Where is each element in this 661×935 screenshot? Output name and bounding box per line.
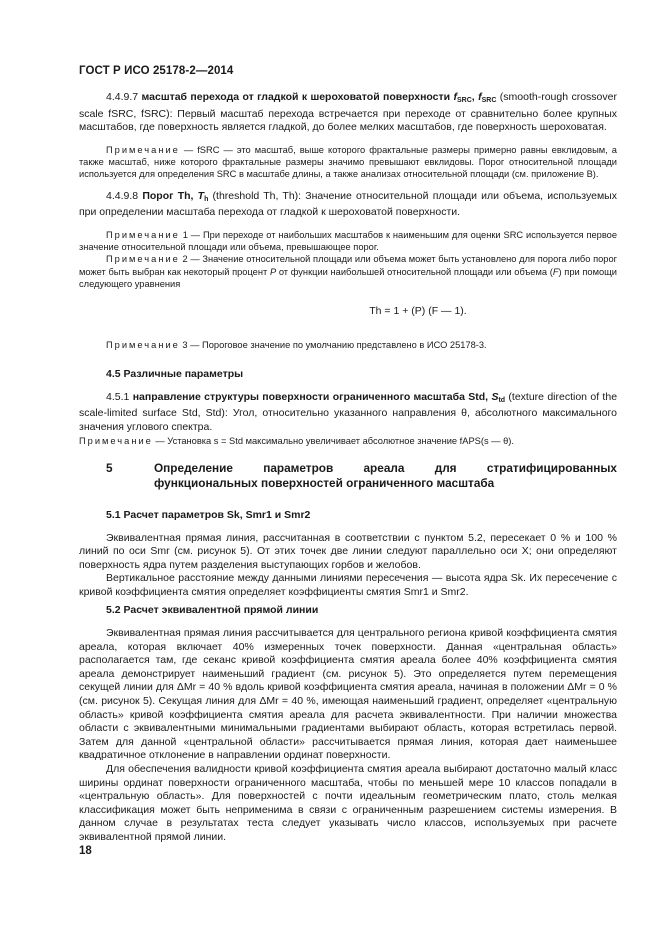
section-5-1-para-2: Вертикальное расстояние между данными линиями пересечения — высота ядра Sk. Их пересечение с кривой коэффициента смятия определяет коэффициенты смятия Smr1 и Smr2. bbox=[79, 572, 617, 598]
document-header: ГОСТ Р ИСО 25178-2—2014 bbox=[79, 65, 234, 77]
section-5-1-heading: 5.1 Расчет параметров Sk, Smr1 и Smr2 bbox=[106, 508, 311, 521]
page-number: 18 bbox=[79, 845, 92, 857]
term-symbol: f bbox=[453, 91, 458, 103]
note-number: 1 bbox=[182, 229, 188, 240]
note-label: Примечание bbox=[106, 144, 180, 155]
note-std bbox=[79, 435, 617, 447]
term-symbol-sub: SRC bbox=[457, 97, 472, 104]
term-definition: (smooth-rough crossover scale fSRC, fSRC): Первый масштаб перехода встречается при переходе от сравнительно более крупных масштабов, где поверхность является гладкой, до более мелких масштабов, где поверхность шероховатая. bbox=[79, 91, 617, 134]
section-4-5-heading: 4.5 Различные параметры bbox=[106, 368, 244, 381]
note-text: — fSRC — это масштаб, выше которого фрактальные размеры примерно равны евклидовым, а также масштаб, ниже которого фрактальные размеры значимо превышают евклидовы. Порог относительной площади используется для определения SRC в масштабе длины, а также анализах относительной площади (см. приложение В). bbox=[79, 144, 617, 180]
note-fsrc bbox=[79, 144, 617, 181]
symbol-f: F bbox=[552, 266, 559, 277]
clause-number: 4.4.9.7 bbox=[106, 91, 139, 103]
section-number: 5 bbox=[106, 460, 113, 475]
section-5-2-para-1: Эквивалентная прямая линия рассчитывается для центрального региона кривой коэффициента смятия ареала, которая включает 40% измеренных точек поверхности. Данная «центральная область» располагается там, где секанс кривой коэффициента смятия ареала более 40% коэффициента смятия ареала демонстрирует наименьший градиент (см. рисунок 5). Это определяется путем перемещения секущей линии для ΔMr = 40 % вдоль кривой коэффициента смятия ареала, начиная в положении ΔMr = 0 % (см. рисунок 5). Секущая линия для ΔMr = 40 %, имеющая наименьший градиент, определяет «центральную область» кривой коэффициента смятия ареала для расчета эквивалентности. При наличии множества области с эквивалентными минимальными градиентами выбирают область, которая встретилась первой. Затем для данной «центральной области» рассчитывается прямая линия, которая дает наименьшее квадратичное отклонение в направлении ординат поверхности. bbox=[79, 627, 617, 762]
section-5-heading bbox=[79, 461, 617, 491]
threshold-formula: Th = 1 + (P) (F — 1). bbox=[369, 305, 467, 318]
clause-4-4-9-8 bbox=[79, 190, 617, 220]
term-title: направление структуры поверхности ограниченного масштаба Std, bbox=[132, 390, 489, 403]
section-5-2-para-2: Для обеспечения валидности кривой коэффициента смятия ареала выбирают достаточно малый класс ширины ординат поверхности ограниченного масштаба, чтобы по меньшей мере 10 классов попадали в «центральную область». Для поверхностей с почти идеальным геометрическим плато, столь мелкая классификация может быть неприменима в связи с ограниченным разрешением системы измерения. В данном случае в результатах теста следует указывать число классов, используемых при расчете эквивалентной прямой линии. bbox=[79, 763, 617, 843]
term-symbol: S bbox=[491, 390, 499, 403]
section-title-line2: функциональных поверхностей ограниченного масштаба bbox=[154, 475, 495, 490]
clause-number: 4.4.9.8 bbox=[106, 189, 139, 202]
page-content bbox=[79, 91, 617, 845]
note-3 bbox=[79, 339, 617, 351]
term-symbol-alt: f bbox=[478, 91, 482, 103]
note-text: — При переходе от наибольших масштабов к наименьшим для оценки SRC используется первое значение относительной площади или объема, превышающее порог. bbox=[79, 229, 617, 253]
term-symbol-alt-sub: SRC bbox=[481, 97, 497, 104]
clause-4-5-1 bbox=[79, 391, 617, 435]
note-label: Примечание bbox=[106, 339, 180, 350]
note-number: 2 bbox=[182, 254, 188, 265]
clause-4-4-9-7: 4.4.9.7 масштаб перехода от гладкой к шероховатой поверхности $f_{SRC}$, $f_{SRC}$ (smooth-rough crossover scale fSRC, fSRC): Первый масштаб перехода встречается при переходе от сравнительно более крупных масштабов, где поверхность является гладкой, до более мелких масштабов, где поверхность шероховатая. bbox=[79, 91, 617, 134]
section-title-line1: Определение параметров ареала для стратифицированных bbox=[154, 460, 617, 475]
term-title: масштаб перехода от гладкой к шероховатой поверхности bbox=[141, 91, 451, 103]
section-5-1-para-1: Эквивалентная прямая линия, рассчитанная в соответствии с пунктом 5.2, пересекает 0 % и 100 % линий по оси Smr (см. рисунок 5). От этих точек две линии следуют параллельно оси X; они определяют поверхность ядра путем разделения выступающих горбов и желобов. bbox=[79, 531, 617, 571]
note-text: — Значение относительной площади или объема может быть установлено для порога либо порог может быть выбран как некоторый процент bbox=[79, 254, 618, 277]
note-label: Примечание bbox=[106, 229, 180, 240]
note-label: Примечание bbox=[79, 435, 153, 446]
term-definition: (texture direction of the scale-limited surface Std, Std): Угол, относительно указанного направления θ, абсолютного максимального значения углового спектра. bbox=[79, 390, 618, 434]
note-label: Примечание bbox=[106, 254, 180, 265]
symbol-p: P bbox=[269, 266, 277, 277]
note-2 bbox=[79, 253, 617, 290]
term-definition: (threshold Th, Th): Значение относительной площади или объема, используемых при определении масштаба перехода от гладкой к шероховатой поверхности. bbox=[79, 189, 617, 219]
note-text-cont: от функции наибольшей относительной площади или объема ( bbox=[278, 266, 553, 277]
term-title: Порог Th, bbox=[142, 189, 194, 202]
note-text: — Установка s = Std максимально увеличивает абсолютное значение fAPS(s — θ). bbox=[155, 435, 514, 446]
section-5-2-heading: 5.2 Расчет эквивалентной прямой линии bbox=[106, 604, 319, 617]
note-1 bbox=[79, 229, 617, 254]
note-text: — Пороговое значение по умолчанию представлено в ИСО 25178-3. bbox=[190, 339, 487, 350]
term-symbol-sub: h bbox=[204, 195, 209, 203]
term-symbol-sub: td bbox=[498, 396, 506, 404]
note-number: 3 bbox=[182, 339, 188, 350]
note-text-end: ) при помощи следующего уравнения bbox=[79, 266, 617, 290]
term-symbol: T bbox=[197, 189, 205, 202]
clause-number: 4.5.1 bbox=[106, 390, 130, 403]
